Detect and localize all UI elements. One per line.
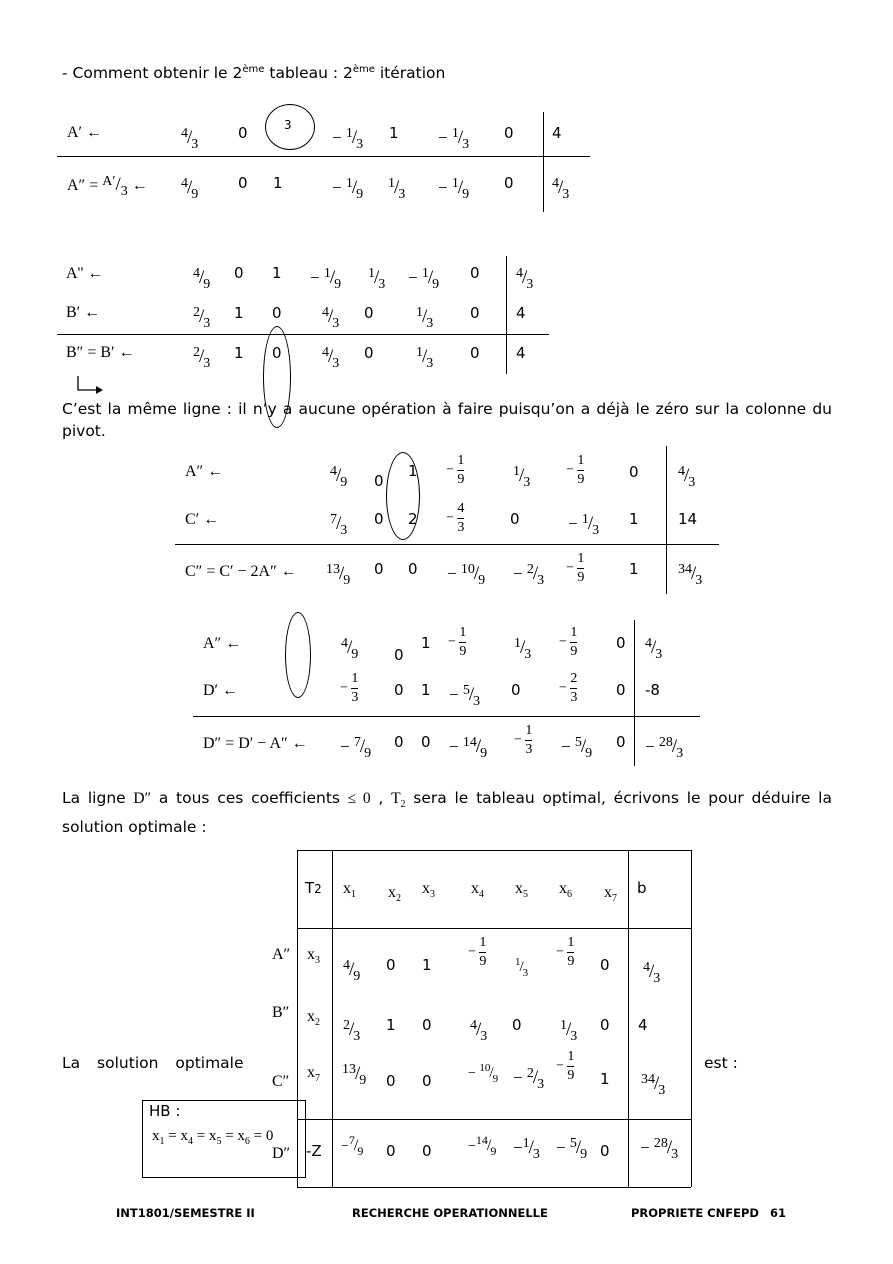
table-cell: 1: [234, 344, 244, 362]
page-number: 61: [770, 1206, 787, 1220]
fraction: $^2/_3$: [193, 305, 211, 331]
fraction: − $^2/_3$: [513, 562, 545, 588]
basis-variable: $x_7$: [307, 1064, 320, 1085]
pivot-value: 3: [284, 118, 292, 132]
table-cell: 0: [238, 124, 248, 142]
fraction: $^4/_9$: [330, 464, 348, 490]
table-cell: 0: [511, 681, 521, 699]
table-cell: 1: [600, 1070, 610, 1088]
row-label: A″ ←: [203, 635, 242, 652]
table-rhs: 14: [678, 510, 698, 528]
table-corner: T2: [305, 879, 322, 897]
table-cell: 1: [234, 304, 244, 322]
fraction: − $^1/_9$: [438, 176, 470, 202]
fraction: $^4/_9$: [343, 958, 361, 984]
column-header: $x_1$: [343, 880, 356, 901]
table-cell: 0: [272, 344, 282, 362]
fraction: $^1/_3$: [560, 1018, 578, 1044]
fraction: − $^1/_3$: [332, 126, 364, 152]
solution-label: La solution optimale: [62, 1054, 244, 1072]
table-cell: 1: [629, 510, 639, 528]
table-cell: 0: [422, 1016, 432, 1034]
paragraph-optimal: La ligne D″ a tous ces coefficients ≤ 0 , $T_2$ sera le tableau optimal, écrivons le pour déduire la solution optimale :: [62, 789, 832, 837]
row-label: D″ = D′ − A″ ←: [203, 735, 308, 752]
arrow-icon: [76, 376, 106, 396]
fraction: − $\frac{4}{3}$: [446, 501, 465, 535]
fraction: $^4/_3$: [645, 636, 663, 662]
table-cell: 1: [421, 634, 431, 652]
table-border: [297, 1187, 691, 1188]
fraction: $^4/_3$: [552, 176, 570, 202]
table-cell: 0: [600, 956, 610, 974]
divider: [175, 544, 719, 545]
hb-equation: $x_1 = x_4 = x_5 = x_6 = 0$: [152, 1128, 274, 1147]
table-cell: 0: [512, 1016, 522, 1034]
divider: [57, 156, 590, 157]
fraction: − $^{14}/_9$: [449, 735, 488, 761]
fraction: $^4/_9$: [181, 176, 199, 202]
table-rhs: 4: [516, 344, 526, 362]
divider: [666, 446, 667, 594]
column-ellipse: [285, 612, 311, 698]
fraction: $^1/_3$: [416, 305, 434, 331]
table-cell: 1: [273, 174, 283, 192]
fraction: $-^1/_3$: [513, 1136, 540, 1162]
fraction: − $^{10}/_9$: [468, 1062, 499, 1085]
fraction: − $^1/_3$: [568, 512, 600, 538]
column-header: $x_5$: [515, 880, 528, 901]
fraction: $^1/_3$: [388, 176, 406, 202]
basis-variable: $x_3$: [307, 946, 320, 967]
fraction: −7/9: [341, 1133, 364, 1158]
fraction: $^{34}/_3$: [678, 562, 703, 588]
table-cell: 2: [408, 510, 418, 528]
fraction: − $\frac{1}{9}$: [559, 625, 578, 659]
fraction: $^4/_3$: [322, 345, 340, 371]
heading: - Comment obtenir le 2ème tableau : 2ème itération: [62, 64, 446, 83]
table-cell: 0: [386, 1142, 396, 1160]
divider: [506, 256, 507, 374]
fraction: $^1/_3$: [514, 636, 532, 662]
fraction: $^4/_3$: [470, 1018, 488, 1044]
table-cell: 0: [470, 304, 480, 322]
fraction: $^4/_3$: [643, 960, 661, 986]
table-cell: 0: [394, 733, 404, 751]
row-label: C′ ←: [185, 511, 220, 528]
fraction: $^1/_3$: [416, 345, 434, 371]
fraction: − $\frac{1}{9}$: [446, 453, 465, 487]
table-cell: 1: [422, 956, 432, 974]
paragraph-same-line: C’est la même ligne : il n’y a aucune opération à faire puisqu’on a déjà le zéro sur la colonne du pivot.: [62, 400, 832, 440]
fraction: − $^2/_3$: [513, 1066, 545, 1092]
fraction: − $\frac{1}{9}$: [556, 1049, 575, 1083]
column-header: $x_2$: [388, 884, 401, 905]
divider: [634, 620, 635, 766]
table-cell: 0: [272, 304, 282, 322]
table-cell: 0: [504, 174, 514, 192]
pivot-column-ellipse: [386, 452, 420, 540]
fraction: $^1/_3$: [515, 956, 529, 979]
table-cell: 0: [374, 472, 384, 490]
footer-right: PROPRIETE CNFEPD: [631, 1206, 759, 1220]
fraction: − $\frac{2}{3}$: [559, 671, 578, 705]
table-border: [691, 850, 692, 1187]
table-cell: 1: [629, 560, 639, 578]
table-cell: 0: [510, 510, 520, 528]
fraction: $^4/_3$: [516, 266, 534, 292]
fraction: − $^5/_3$: [449, 683, 481, 709]
fraction: − $\frac{1}{9}$: [468, 935, 487, 969]
fraction: $^{13}/_9$: [342, 1062, 367, 1088]
table-border: [297, 1119, 691, 1120]
table-cell: 0: [600, 1142, 610, 1160]
side-label: A″: [272, 946, 291, 963]
solution-suffix: est :: [704, 1054, 738, 1072]
table-cell: 0: [374, 510, 384, 528]
table-rhs: 4: [516, 304, 526, 322]
fraction: − $^1/_9$: [332, 176, 364, 202]
column-header-b: b: [637, 879, 647, 897]
fraction: $^2/_3$: [193, 345, 211, 371]
hb-title: HB :: [149, 1102, 181, 1120]
fraction: − $\frac{1}{3}$: [514, 723, 533, 757]
table-cell: 0: [600, 1016, 610, 1034]
table-rhs: 4: [638, 1016, 648, 1034]
column-header: $x_4$: [471, 880, 484, 901]
table-cell: 0: [421, 733, 431, 751]
fraction: − $\frac{1}{9}$: [556, 935, 575, 969]
table-cell: 0: [386, 956, 396, 974]
row-label: A″ = A′/3 ←: [67, 174, 148, 199]
table-cell: 0: [408, 560, 418, 578]
table-cell: 0: [386, 1072, 396, 1090]
basis-variable: -Z: [306, 1142, 322, 1160]
table-cell: 1: [421, 681, 431, 699]
table-cell: 0: [364, 344, 374, 362]
table-cell: 0: [422, 1142, 432, 1160]
fraction: $^4/_3$: [181, 126, 199, 152]
row-label: B″ = B′ ←: [66, 344, 135, 361]
fraction: $^4/_9$: [193, 266, 211, 292]
column-header: $x_7$: [604, 884, 617, 905]
table-cell: 0: [470, 264, 480, 282]
divider: [57, 334, 549, 335]
table-border: [297, 928, 691, 929]
fraction: − $\frac{1}{9}$: [566, 453, 585, 487]
fraction: − $\frac{1}{9}$: [566, 551, 585, 585]
fraction: − $^5/_9$: [556, 1136, 588, 1162]
side-label: C″: [272, 1073, 290, 1090]
table-cell: 0: [470, 344, 480, 362]
table-border: [297, 850, 691, 851]
fraction: $^{13}/_9$: [326, 562, 351, 588]
table-cell: 0: [504, 124, 514, 142]
fraction: − $^1/_9$: [310, 266, 342, 292]
table-border: [628, 850, 629, 1187]
footer-left: INT1801/SEMESTRE II: [116, 1206, 255, 1220]
column-header: $x_6$: [559, 880, 572, 901]
table-cell: 0: [364, 304, 374, 322]
fraction: − $^1/_3$: [438, 126, 470, 152]
table-cell: 0: [374, 560, 384, 578]
basis-variable: $x_2$: [307, 1008, 320, 1029]
table-cell: 0: [234, 264, 244, 282]
fraction: − $^5/_9$: [561, 735, 593, 761]
table-cell: 0: [238, 174, 248, 192]
divider: [543, 112, 544, 212]
fraction: −14/9: [468, 1133, 497, 1158]
row-label: D′ ←: [203, 682, 239, 699]
fraction: $^1/_3$: [368, 266, 386, 292]
fraction: − $^{28}/_3$: [640, 1136, 679, 1162]
column-header: $x_3$: [422, 880, 435, 901]
fraction: $^1/_3$: [513, 464, 531, 490]
table-cell: 1: [386, 1016, 396, 1034]
table-cell: 0: [394, 681, 404, 699]
fraction: − $\frac{1}{3}$: [340, 671, 359, 705]
fraction: − $^{28}/_3$: [645, 735, 684, 761]
row-label: C″ = C′ − 2A″ ←: [185, 563, 297, 580]
table-cell: 0: [394, 646, 404, 664]
fraction: $^2/_3$: [343, 1018, 361, 1044]
fraction: $^{34}/_3$: [641, 1072, 666, 1098]
row-label: A′ ←: [67, 124, 103, 141]
table-cell: 0: [616, 634, 626, 652]
divider: [193, 716, 700, 717]
fraction: $^4/_3$: [678, 464, 696, 490]
table-cell: 0: [616, 681, 626, 699]
table-cell: 1: [408, 462, 418, 480]
fraction: $^4/_3$: [322, 305, 340, 331]
fraction: − $^7/_9$: [340, 735, 372, 761]
table-cell: 0: [422, 1072, 432, 1090]
fraction: − $^{10}/_9$: [447, 562, 486, 588]
table-rhs: -8: [645, 681, 660, 699]
table-cell: 0: [616, 733, 626, 751]
fraction: − $\frac{1}{9}$: [448, 625, 467, 659]
fraction: $^4/_9$: [341, 636, 359, 662]
table-cell: 1: [389, 124, 399, 142]
fraction: − $^1/_9$: [408, 266, 440, 292]
table-cell: 1: [272, 264, 282, 282]
row-label: A″ ←: [185, 463, 224, 480]
side-label: B″: [272, 1004, 290, 1021]
side-label: D″: [272, 1145, 291, 1162]
row-label: B′ ←: [66, 304, 101, 321]
table-border: [332, 850, 333, 1187]
row-label: A'' ←: [66, 265, 104, 282]
footer-center: RECHERCHE OPERATIONNELLE: [352, 1206, 548, 1220]
table-rhs: 4: [552, 124, 562, 142]
table-cell: 0: [629, 463, 639, 481]
fraction: $^7/_3$: [330, 512, 348, 538]
